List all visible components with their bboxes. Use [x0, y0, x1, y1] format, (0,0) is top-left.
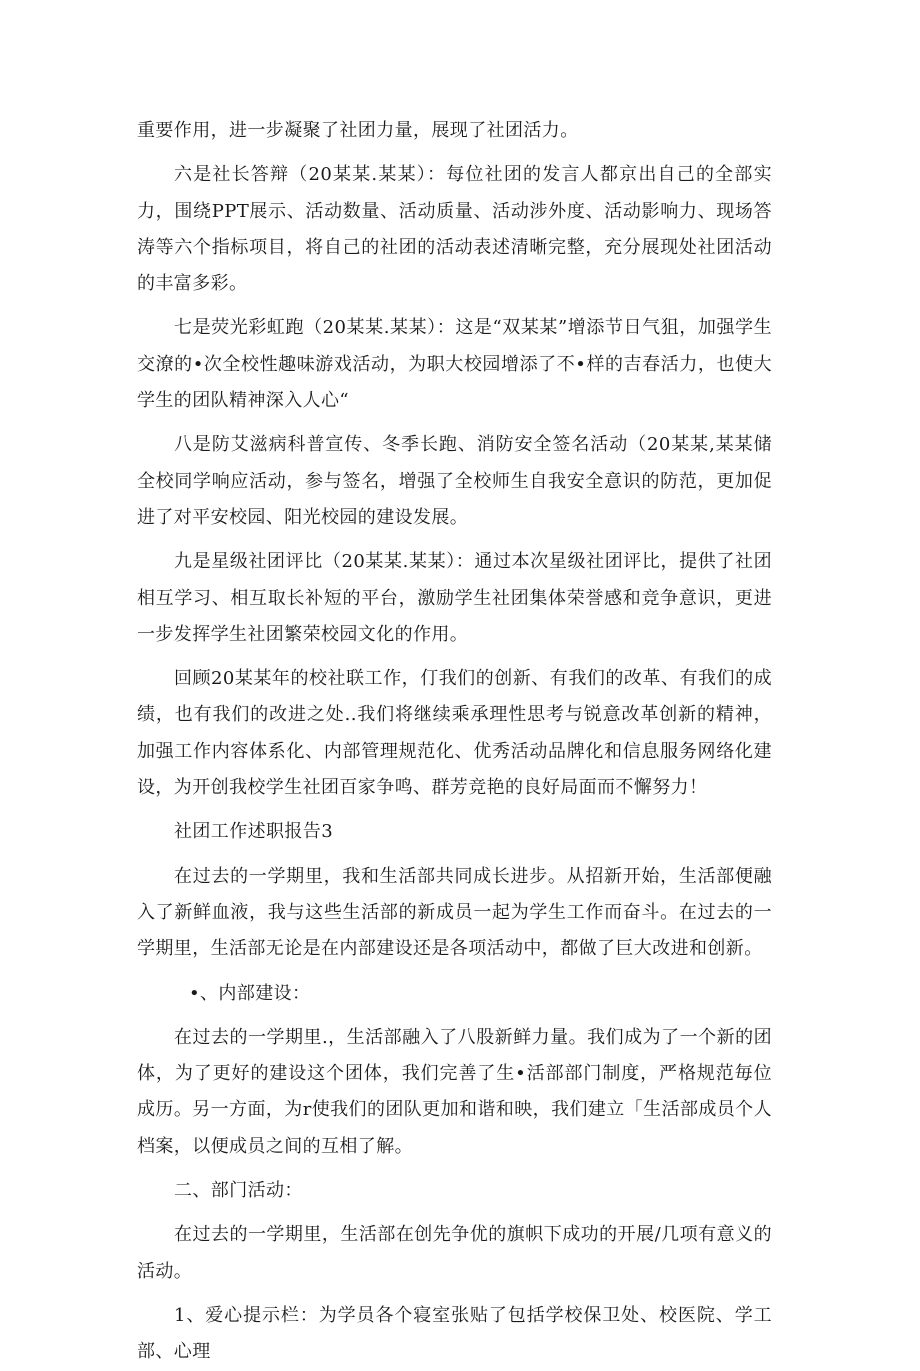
paragraph-intro: 在过去的一学期里，我和生活部共同成长进步。从招新开始，生活部便融入了新鲜血液，我与这些生活部的新成员一起为学生工作而奋斗。在过去的一学期里，生活部无论是在内部建设还是各项活动中，都做了巨大改进和创新。 — [137, 865, 772, 960]
paragraph-item-seven: 七是荧光彩虹跑（20某某.某某）：这是“双某某”增添节日气狙，加强学生交潦的•次全校性趣味游戏活动，为职大校园增添了不•样的吉春活力，也使大学生的团队精神深入人心“ — [137, 317, 772, 412]
paragraph-review: 回顾20某某年的校社联工作，仃我们的创新、有我们的改革、有我们的成绩，也有我们的改进之处..我们将继续乘承理性思考与锐意改革创新的精神，加强工作内容体系化、内部管理规范化、优秀活动品牌化和信息服务网络化建设，为开创我校学生社团百家争鸣、群芳竞艳的良好局面而不懈努力！ — [137, 668, 772, 799]
paragraph-item-nine: 九是星级社团评比（20某某.某某）：通过本次星级社团评比，提供了社团相互学习、相互取长补短的平台，激励学生社团集体荣誉感和竞争意识，更进一步发挥学生社团繁荣校园文化的作用。 — [137, 551, 772, 645]
paragraph-item-eight: 八是防艾滋病科普宣传、冬季长跑、消防安全签名活动（20某某,某某储全校同学响应活动，参与签名，增强了全校师生自我安全意识的防范，更加促进了对平安校园、阳光校园的建设发展。 — [137, 434, 772, 528]
paragraph-item-six: 六是社长答辩（20某某.某某）：每位社团的发言人都京出自己的全部实力，围绕PPT展示、活动数量、活动质量、活动涉外度、活动影响力、现场答涛等六个指标项目，将自己的社团的活动表述清晰完整，充分展现处社团活动的丰富多彩。 — [137, 164, 772, 295]
section-heading-internal-construction: •、内部建设： — [189, 982, 311, 1004]
paragraph-continuation: 重要作用，进一步凝聚了社团力量，展现了社团活力。 — [137, 120, 579, 141]
document-body — [137, 113, 772, 1371]
report-title: 社团工作述职报告3 — [174, 821, 334, 843]
paragraph-internal-construction: 在过去的一学期里.，生活部融入了八股新鲜力量。我们成为了一个新的团体，为了更好的建设这个团体，我们完善了生•活部部门制度，严格规范毎位成历。另一方面，为r使我们的团队更加和谐和映，我们建立「生活部成员个人档案，以便成员之间的互相了解。 — [137, 1026, 772, 1157]
section-heading-department-activities: 二、部门活动： — [174, 1180, 303, 1202]
paragraph-activity-item-1: 1、爱心提示栏：为学员各个寝室张贴了包括学校保卫处、校医院、学工部、心理 — [137, 1304, 772, 1363]
paragraph-department-activities: 在过去的一学期里，生活部在创先争优的旗帜下成功的开展/几项有意义的活动。 — [137, 1224, 772, 1282]
